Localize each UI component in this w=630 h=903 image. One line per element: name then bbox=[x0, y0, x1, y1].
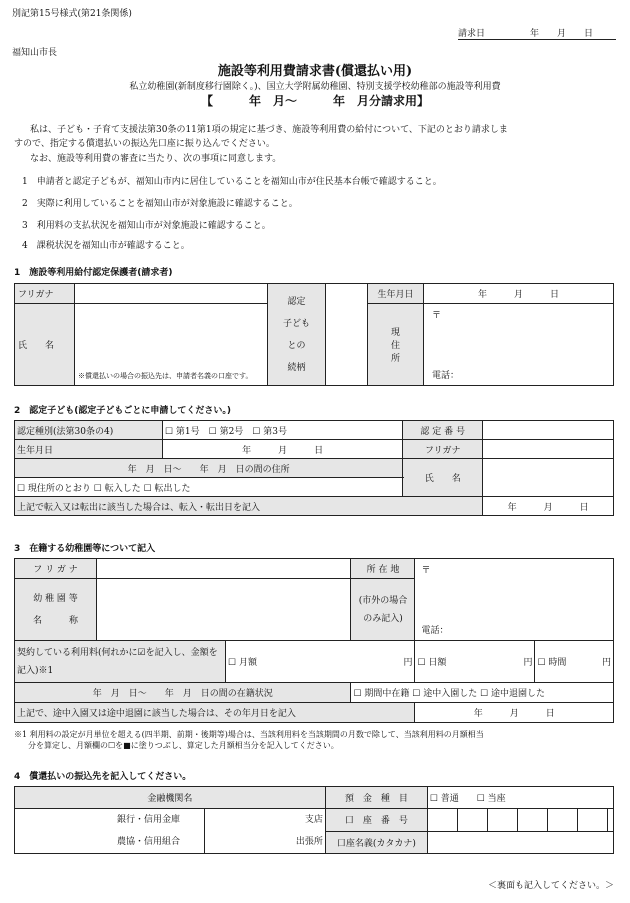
school-name-label: 幼 稚 園 等 名 称 bbox=[15, 579, 97, 641]
section4-heading: 4 償還払いの振込先を記入してください。 bbox=[14, 772, 192, 782]
address-options[interactable]: ☐ 現住所のとおり ☐ 転入した ☐ 転出した bbox=[15, 478, 403, 497]
consent-item: 4 課税状況を福知山市が確認すること。 bbox=[22, 241, 190, 251]
relation-field[interactable] bbox=[326, 284, 368, 386]
section3-heading: 3 在籍する幼稚園等について記入 bbox=[14, 544, 156, 554]
child-name-field[interactable] bbox=[483, 459, 614, 497]
account-type-label: 預 金 種 目 bbox=[325, 787, 427, 809]
guardian-birth-label: 生年月日 bbox=[368, 284, 424, 304]
enroll-date-label: 上記で、途中入園又は途中退園に該当した場合は、その年月日を記入 bbox=[15, 703, 415, 723]
consent-item: 3 利用料の支払状況を福知山市が対象施設に確認すること。 bbox=[22, 221, 271, 231]
child-furigana-field[interactable] bbox=[483, 440, 614, 459]
account-type-options[interactable]: ☐ 普通 ☐ 当座 bbox=[427, 787, 613, 809]
account-name-field[interactable] bbox=[427, 831, 613, 854]
back-side-note: ＜裏面も記入してください。＞ bbox=[487, 881, 614, 891]
fee-daily-option[interactable]: ☐ 日額 bbox=[415, 641, 485, 683]
account-digit[interactable] bbox=[457, 809, 487, 832]
address-label: 現 住 所 bbox=[368, 304, 424, 386]
move-date-label: 上記で転入又は転出に該当した場合は、転入・転出日を記入 bbox=[15, 497, 483, 516]
child-birth-field[interactable]: 年 月 日 bbox=[163, 440, 403, 459]
account-digit[interactable] bbox=[427, 809, 457, 832]
fee-hourly-option[interactable]: ☐ 時間 bbox=[535, 641, 595, 683]
kindergarten-table bbox=[14, 558, 614, 723]
billing-period: 【 年 月～ 年 月分請求用】 bbox=[200, 94, 429, 108]
account-digit[interactable] bbox=[607, 809, 613, 832]
fee-label: 契約している利用料(何れかに☑を記入し、金額を記入)※1 bbox=[15, 641, 226, 683]
consent-item: 2 実際に利用していることを福知山市が対象施設に確認すること。 bbox=[22, 199, 298, 209]
institution-label: 金融機関名 bbox=[15, 787, 326, 809]
school-name-field[interactable] bbox=[97, 579, 351, 641]
name-note: ※償還払いの場合の振込先は、申請者名義の口座です。 bbox=[78, 371, 253, 380]
furigana-field[interactable] bbox=[75, 284, 268, 304]
fee-monthly-yen: 円 bbox=[351, 641, 415, 683]
child-furigana-label: フリガナ bbox=[403, 440, 483, 459]
name-label: 氏 名 bbox=[15, 304, 75, 386]
school-furigana-label: フ リ ガ ナ bbox=[15, 559, 97, 579]
child-table bbox=[14, 420, 614, 516]
account-digit[interactable] bbox=[577, 809, 607, 832]
relation-label: 認定 子ども との 続柄 bbox=[268, 284, 326, 386]
location-note: (市外の場合 のみ記入) bbox=[351, 579, 415, 641]
guardian-birth-field[interactable]: 年 月 日 bbox=[424, 284, 614, 304]
account-digit[interactable] bbox=[517, 809, 547, 832]
school-furigana-field[interactable] bbox=[97, 559, 351, 579]
name-field[interactable] bbox=[75, 304, 268, 386]
postal-mark: 〒 bbox=[432, 311, 442, 321]
form-number: 別記第15号様式(第21条関係) bbox=[12, 9, 132, 19]
period-address-label: 年 月 日～ 年 月 日の間の住所 bbox=[15, 459, 403, 478]
branch-field[interactable]: 支店 出張所 bbox=[205, 809, 326, 854]
footnote: ※1 利用料の設定が月単位を超える(四半期、前期・後期等)場合は、当該利用料を当該期間の月数で除して、当該利用料の月額相当 分を算定し、月額欄の☐を■に塗りつぶし、算定した月額相当分を記入してください。 bbox=[14, 730, 484, 751]
account-digit[interactable] bbox=[547, 809, 577, 832]
address-field[interactable] bbox=[424, 304, 614, 386]
move-date-field[interactable]: 年 月 日 bbox=[483, 497, 614, 516]
institution-field[interactable]: 銀行・信用金庫 農協・信用組合 bbox=[15, 809, 205, 854]
addressee: 福知山市長 bbox=[12, 48, 58, 58]
location-label: 所 在 地 bbox=[351, 559, 415, 579]
account-digit[interactable] bbox=[487, 809, 517, 832]
page-subtitle: 私立幼稚園(新制度移行園除く。)、国立大学附属幼稚園、特別支援学校幼稚部の施設等利用費 bbox=[129, 82, 501, 92]
location-field[interactable] bbox=[415, 559, 614, 641]
fee-daily-yen: 円 bbox=[485, 641, 535, 683]
fee-hourly-yen: 円 bbox=[595, 641, 614, 683]
page-title: 施設等利用費請求書(償還払い用) bbox=[217, 64, 413, 79]
guardian-table bbox=[14, 283, 614, 386]
bank-table bbox=[14, 786, 614, 854]
intro-line-2: すので、指定する償還払いの振込先口座に振り込んでください。 bbox=[14, 139, 275, 149]
account-number-label: 口 座 番 号 bbox=[325, 809, 427, 832]
fee-monthly-option[interactable]: ☐ 月額 bbox=[226, 641, 351, 683]
child-birth-label: 生年月日 bbox=[15, 440, 163, 459]
enroll-period-label: 年 月 日～ 年 月 日の間の在籍状況 bbox=[15, 683, 351, 703]
section2-heading: 2 認定子ども(認定子どもごとに申請してください。) bbox=[14, 406, 231, 416]
intro-line-3: なお、施設等利用費の審査に当たり、次の事項に同意します。 bbox=[30, 154, 282, 164]
cert-type-options[interactable]: ☐ 第1号 ☐ 第2号 ☐ 第3号 bbox=[163, 421, 403, 440]
cert-type-label: 認定種別(法第30条の4) bbox=[15, 421, 163, 440]
section1-heading: 1 施設等利用給付認定保護者(請求者) bbox=[14, 268, 173, 278]
cert-number-field[interactable] bbox=[483, 421, 614, 440]
enroll-date-field[interactable]: 年 月 日 bbox=[415, 703, 614, 723]
intro-line-1: 私は、子ども・子育て支援法第30条の11第1項の規定に基づき、施設等利用費の給付について、下記のとおり請求しま bbox=[30, 125, 508, 135]
enroll-options[interactable]: ☐ 期間中在籍 ☐ 途中入園した ☐ 途中退園した bbox=[351, 683, 614, 703]
request-date[interactable]: 請求日 年 月 日 bbox=[458, 26, 616, 40]
furigana-label: フリガナ bbox=[15, 284, 75, 304]
cert-number-label: 認 定 番 号 bbox=[403, 421, 483, 440]
phone-label: 電話： bbox=[421, 626, 449, 636]
postal-mark: 〒 bbox=[421, 566, 431, 576]
account-name-label: 口座名義(カタカナ) bbox=[325, 831, 427, 854]
child-name-label: 氏 名 bbox=[403, 459, 483, 497]
phone-label: 電話： bbox=[432, 371, 460, 381]
consent-item: 1 申請者と認定子どもが、福知山市内に居住していることを福知山市が住民基本台帳で確認すること。 bbox=[22, 177, 442, 187]
